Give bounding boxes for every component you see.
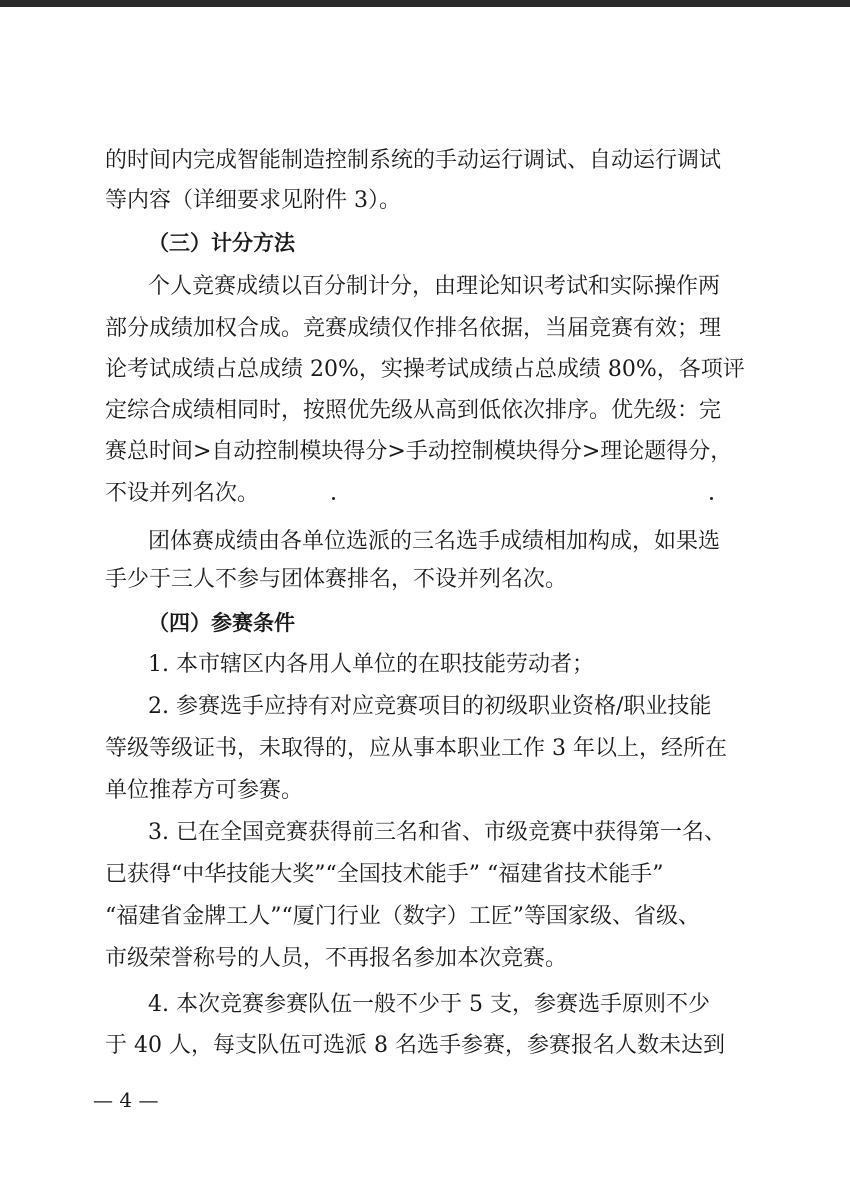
body-line: 不设并列名次。 — [105, 481, 260, 506]
scan-speck — [332, 497, 335, 500]
body-line: 个人竞赛成绩以百分制计分，由理论知识考试和实际操作两 — [148, 274, 721, 299]
list-item: 4. 本次竞赛参赛队伍一般不少于 5 支，参赛选手原则不少 — [148, 992, 710, 1017]
section-heading-scoring: （三）计分方法 — [148, 231, 295, 255]
body-line: 已获得“中华技能大奖”“全国技术能手” “福建省技术能手” — [105, 862, 664, 887]
body-line: 部分成绩加权合成。竞赛成绩仅作排名依据，当届竞赛有效；理 — [105, 316, 722, 341]
list-item: 1. 本市辖区内各用人单位的在职技能劳动者； — [148, 652, 594, 677]
page-number: — 4 — — [93, 1088, 159, 1112]
body-line: 手少于三人不参与团体赛排名，不设并列名次。 — [105, 567, 568, 592]
body-line: 定综合成绩相同时，按照优先级从高到低依次排序。优先级：完 — [105, 398, 722, 423]
body-line: 赛总时间>自动控制模块得分>手动控制模块得分>理论题得分， — [105, 439, 733, 464]
body-line: 团体赛成绩由各单位选派的三名选手成绩相加构成，如果选 — [148, 529, 721, 554]
body-line: 于 40 人，每支队伍可选派 8 名选手参赛，参赛报名人数未达到 — [105, 1033, 725, 1058]
body-line: 论考试成绩占总成绩 20%，实操考试成绩占总成绩 80%，各项评 — [105, 357, 745, 382]
body-line: 等内容（详细要求见附件 3）。 — [105, 188, 401, 213]
body-line: “福建省金牌工人”“厦门行业（数字）工匠”等国家级、省级、 — [105, 904, 700, 929]
body-line: 单位推荐方可参赛。 — [105, 778, 304, 803]
scan-speck — [710, 497, 713, 500]
body-line: 等级等级证书，未取得的，应从事本职业工作 3 年以上，经所在 — [105, 736, 727, 761]
list-item: 3. 已在全国竞赛获得前三名和省、市级竞赛中获得第一名、 — [148, 820, 726, 845]
body-line: 的时间内完成智能制造控制系统的手动运行调试、自动运行调试 — [105, 148, 722, 173]
section-heading-eligibility: （四）参赛条件 — [148, 611, 295, 635]
body-line: 市级荣誉称号的人员，不再报名参加本次竞赛。 — [105, 946, 568, 971]
list-item: 2. 参赛选手应持有对应竞赛项目的初级职业资格/职业技能 — [148, 694, 712, 719]
